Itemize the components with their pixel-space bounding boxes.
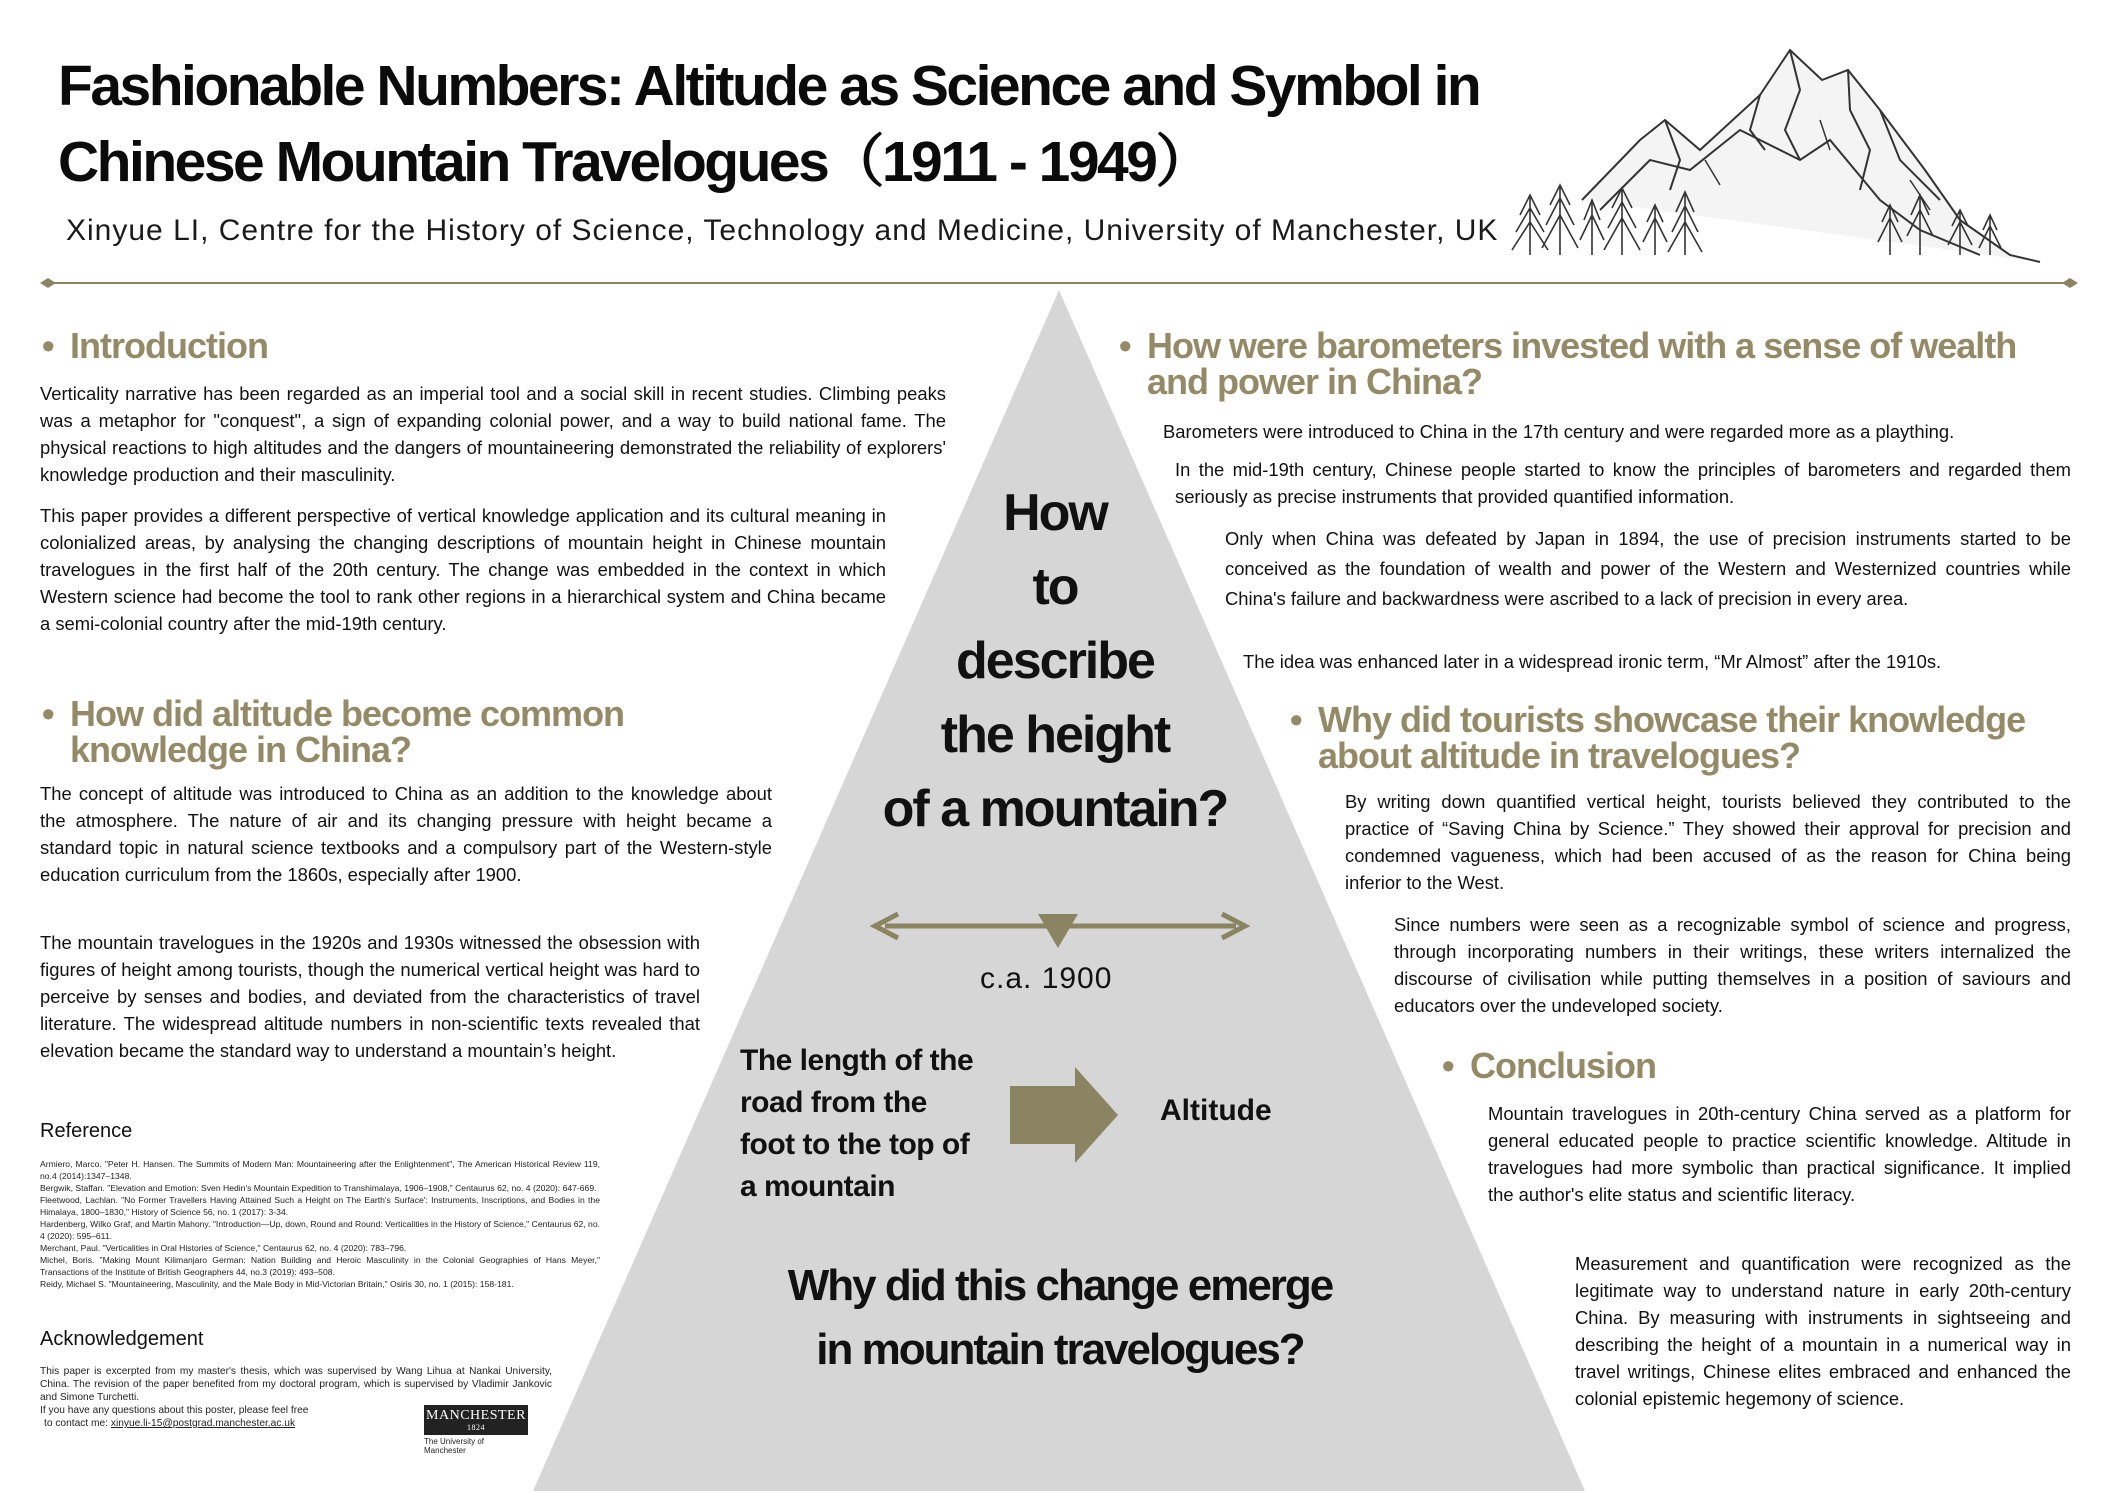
conclusion-heading: • Conclusion bbox=[1442, 1045, 1656, 1086]
tourists-paragraph-1: By writing down quantified vertical height, tourists believed they contributed to the practice of “Saving China by Science.” They showed their approval for precision and condemned vagueness, which had been accused of as the reason for China being inferior to the West. bbox=[1345, 791, 2071, 893]
logo-box bbox=[424, 1405, 528, 1435]
bullet-icon: • bbox=[42, 325, 54, 366]
before-description bbox=[740, 1040, 1010, 1208]
poster-title bbox=[58, 48, 1618, 200]
bullet-icon: • bbox=[1290, 699, 1302, 740]
tourists-paragraph-2: Since numbers were seen as a recognizable symbol of science and progress, through incorporating numbers in their writings, these writers internalized the discourse of civilisation while putting themselves in a position of saviours and educators over the undeveloped society. bbox=[1394, 914, 2071, 1016]
question-line: of a mountain? bbox=[882, 780, 1228, 838]
why-question bbox=[700, 1254, 1420, 1382]
timeline-label: c.a. 1900 bbox=[980, 962, 1113, 995]
before-line: The length of the bbox=[740, 1044, 974, 1077]
contact-prefix: to contact me: bbox=[44, 1418, 108, 1429]
question-line: the height bbox=[940, 706, 1170, 764]
reference-item: Merchant, Paul. "Verticalities in Oral Histories of Science," Centaurus 62, no. 4 (2020): 783–796. bbox=[40, 1243, 407, 1253]
reference-item: Hardenberg, Wilko Graf, and Martin Mahony. "Introduction—Up, down, Round and Round: Verticalities in the History of Science," Centaurus 62, no. 4 (2020): 595–611. bbox=[40, 1219, 600, 1241]
header-divider bbox=[40, 278, 2078, 288]
reference-item: Bergwik, Staffan. "Elevation and Emotion: Sven Hedin's Mountain Expedition to Transhimalaya, 1906–1908," Centaurus 62, no. 4 (2020): 647-669. bbox=[40, 1183, 597, 1193]
introduction-paragraph-1: Verticality narrative has been regarded as an imperial tool and a social skill in recent studies. Climbing peaks was a metaphor for "conquest", a sign of expanding colonial power, and a way to build national fame. The physical reactions to high altitudes and the dangers of mountaineering demonstrated the reliability of explorers' knowledge production and their masculinity. bbox=[40, 383, 946, 485]
reference-item: Fleetwood, Lachlan. "No Former Travellers Having Attained Such a Height on The Earth's Surface': Instruments, Inscriptions, and Bodies in the Himalaya, 1800–1830," History of Science 56, no. 1 (2017): 3-34. bbox=[40, 1195, 600, 1217]
question-line: describe bbox=[956, 632, 1154, 690]
bullet-icon: • bbox=[1442, 1045, 1454, 1086]
logo-subtitle: The University of Manchester bbox=[424, 1437, 485, 1455]
contact-email-link[interactable]: xinyue.li-15@postgrad.manchester.ac.uk bbox=[110, 1418, 296, 1429]
conclusion-paragraph-2: Measurement and quantification were recognized as the legitimate way to understand nature in early 20th-century China. By measuring with instruments in sightseeing and describing the height of a mountain in a numerical way in travel writings, Chinese elites embraced and enhanced the colonial epistemic hegemony of science. bbox=[1575, 1253, 2071, 1409]
acknowledgement-line-1: This paper is excerpted from my master's thesis, which was supervised by Wang Lihua at Nankai University, China. The revision of the paper benefited from my doctoral program, which is supervised by Vladimir Jankovic and Simone Turchetti. bbox=[40, 1366, 552, 1403]
barometers-paragraph-3: Only when China was defeated by Japan in 1894, the use of precision instruments started to be conceived as the foundation of wealth and power of the Western and Westernized countries while China's failure and backwardness were ascribed to a lack of precision in every area. bbox=[1225, 528, 2071, 609]
barometers-paragraph-2: In the mid-19th century, Chinese people started to know the principles of barometers and regarded them seriously as precise instruments that provided quantified information. bbox=[1175, 459, 2071, 507]
central-question bbox=[845, 476, 1265, 846]
why-line: Why did this change emerge bbox=[787, 1261, 1333, 1310]
acknowledgement-heading: Acknowledgement bbox=[40, 1328, 204, 1350]
reference-heading: Reference bbox=[40, 1120, 133, 1142]
acknowledgement-line-2: If you have any questions about this poster, please feel free bbox=[40, 1405, 309, 1416]
altitude-common-heading: • How did altitude become common knowledge in China? bbox=[42, 693, 625, 770]
altitude-common-paragraph-1: The concept of altitude was introduced to China as an addition to the knowledge about the atmosphere. The nature of air and its changing pressure with height became a standard topic in natural science textbooks and a compulsory part of the Western-style education curriculum from the 1860s, especially after 1900. bbox=[40, 783, 772, 885]
bullet-icon: • bbox=[1119, 325, 1131, 366]
logo-name: MANCHESTER bbox=[426, 1408, 526, 1423]
conclusion-paragraph-1: Mountain travelogues in 20th-century China served as a platform for general educated people to practice scientific knowledge. Altitude in travelogues had more symbolic than practical significance. It implied the author's elite status and scientific literacy. bbox=[1488, 1103, 2071, 1205]
why-line: in mountain travelogues? bbox=[816, 1325, 1304, 1374]
reference-item: Reidy, Michael S. "Mountaineering, Masculinity, and the Male Body in Mid-Victorian Britain," Osiris 30, no. 1 (2015): 158-181. bbox=[40, 1279, 514, 1289]
barometers-paragraph-4: The idea was enhanced later in a widespread ironic term, “Mr Almost” after the 1910s. bbox=[1243, 651, 1942, 672]
after-description: Altitude bbox=[1160, 1094, 1272, 1127]
tourists-heading: • Why did tourists showcase their knowledge about altitude in travelogues? bbox=[1290, 699, 2026, 776]
reference-item: Armiero, Marco. "Peter H. Hansen. The Summits of Modern Man: Mountaineering after the Enlightenment", The American Historical Review 119, no.4 (2014):1347–1348. bbox=[40, 1159, 600, 1181]
question-line: to bbox=[1032, 558, 1078, 616]
reference-list bbox=[40, 1158, 600, 1290]
author-line: Xinyue LI, Centre for the History of Science, Technology and Medicine, University of Manchester, UK bbox=[66, 214, 1499, 247]
question-line: How bbox=[1003, 484, 1107, 542]
manchester-logo bbox=[424, 1405, 528, 1455]
title-line-1: Fashionable Numbers: Altitude as Science and Symbol in bbox=[58, 54, 1480, 118]
altitude-common-paragraph-2: The mountain travelogues in the 1920s and 1930s witnessed the obsession with figures of height among tourists, though the numerical vertical height was hard to perceive by senses and bodies, and deviated from the characteristics of travel literature. The widespread altitude numbers in non-scientific texts revealed that elevation became the standard way to understand a mountain’s height. bbox=[40, 932, 700, 1061]
title-line-2: Chinese Mountain Travelogues（1911 - 1949） bbox=[58, 130, 1210, 194]
introduction-section bbox=[42, 325, 950, 366]
before-line: a mountain bbox=[740, 1170, 896, 1203]
barometers-heading: • How were barometers invested with a sense of wealth and power in China? bbox=[1119, 325, 2017, 402]
introduction-heading: • Introduction bbox=[42, 325, 268, 366]
barometers-paragraph-1: Barometers were introduced to China in the 17th century and were regarded more as a plaything. bbox=[1163, 421, 1955, 442]
bullet-icon: • bbox=[42, 693, 54, 734]
before-line: foot to the top of bbox=[740, 1128, 970, 1161]
mountain-illustration bbox=[1582, 50, 2040, 262]
before-line: road from the bbox=[740, 1086, 927, 1119]
logo-year: 1824 bbox=[467, 1423, 485, 1432]
reference-item: Michel, Boris. "Making Mount Kilimanjaro German: Nation Building and Heroic Masculinity in the Colonial Geographies of Hans Meyer," Transactions of the Institute of British Geographers 44, no.3 (2019): 493–508. bbox=[40, 1255, 600, 1277]
introduction-paragraph-2: This paper provides a different perspective of vertical knowledge application and its cultural meaning in colonialized areas, by analysing the changing descriptions of mountain height in Chinese mountain travelogues in the first half of the 20th century. The change was embedded in the context in which Western science had become the tool to rank other regions in a hierarchical system and China became a semi-colonial country after the mid-19th century. bbox=[40, 505, 886, 634]
